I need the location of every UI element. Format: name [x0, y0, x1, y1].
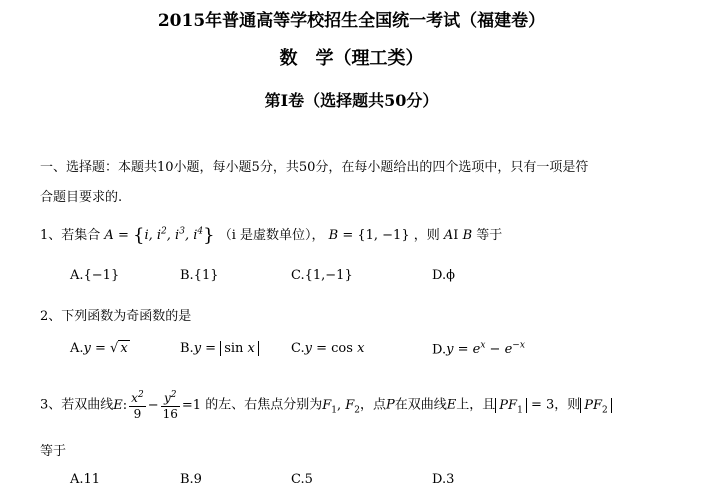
q1-option-d: D.ϕ	[432, 268, 455, 283]
q1-prefix: 1、若集合	[40, 228, 101, 243]
q3-prefix: 3、若双曲线	[40, 397, 114, 413]
q1-option-c: C.{1,−1}	[291, 268, 353, 283]
q1-set-a: A = {i, $i^2$, $i^3$, $i^4$}	[104, 225, 215, 246]
q1-set-b: B = {1, −1}	[328, 228, 410, 243]
section-intro-line1: 一、选择题：本题共10小题，每小题5分，共50分，在每小题给出的四个选项中，只有一项是符	[40, 160, 589, 175]
question-1	[40, 224, 502, 246]
subject-title: 数 学（理工类）	[279, 48, 424, 69]
volume-title: 第Ⅰ卷（选择题共50分）	[264, 91, 439, 110]
q3-mid: 的左、右焦点分别为	[205, 397, 323, 413]
question-3: 3、若双曲线E: $\frac{x^2}{9}$ − $\frac{y^2}{16}$ =1 的左、右焦点分别为$F_1$, $F_2$，点P在双曲线E上，且 $PF_1 = 3$，则 $PF_2$	[40, 388, 612, 422]
q3-option-a: A.11	[70, 472, 101, 487]
q1-option-b: B.{1}	[180, 268, 219, 283]
q1-note: （i 是虚数单位），	[218, 228, 325, 243]
section-intro-line2: 合题目要求的.	[40, 190, 123, 205]
q3-foci: $F_1$, $F_2$	[322, 397, 360, 416]
q2-option-b: B.y = sin x	[180, 341, 259, 356]
q3-option-d: D.3	[432, 472, 455, 487]
q1-suffix: 等于	[476, 228, 503, 243]
q3-line2: 等于	[40, 444, 67, 459]
q1-tail: ，则	[413, 228, 440, 243]
q3-hyperbola: E: $\frac{x^2}{9}$ − $\frac{y^2}{16}$ =1	[113, 390, 202, 421]
q2-option-c: C.y = cos x	[291, 341, 365, 356]
q3-option-b: B.9	[180, 472, 202, 487]
q2-option-d: $D.y = e^x - e^{-x}$	[432, 341, 525, 358]
q3-target: $PF_2$	[580, 398, 612, 413]
q3-condition: $PF_1 = 3$	[495, 398, 554, 413]
q1-option-a: A.{−1}	[70, 268, 120, 283]
q3-option-c: C.5	[291, 472, 313, 487]
q1-intersection: AI B	[443, 228, 473, 243]
exam-title: 2015年普通高等学校招生全国统一考试（福建卷）	[157, 11, 546, 31]
q2-option-a: A.y = √ x	[70, 341, 128, 356]
question-2: 2、下列函数为奇函数的是	[40, 309, 192, 324]
